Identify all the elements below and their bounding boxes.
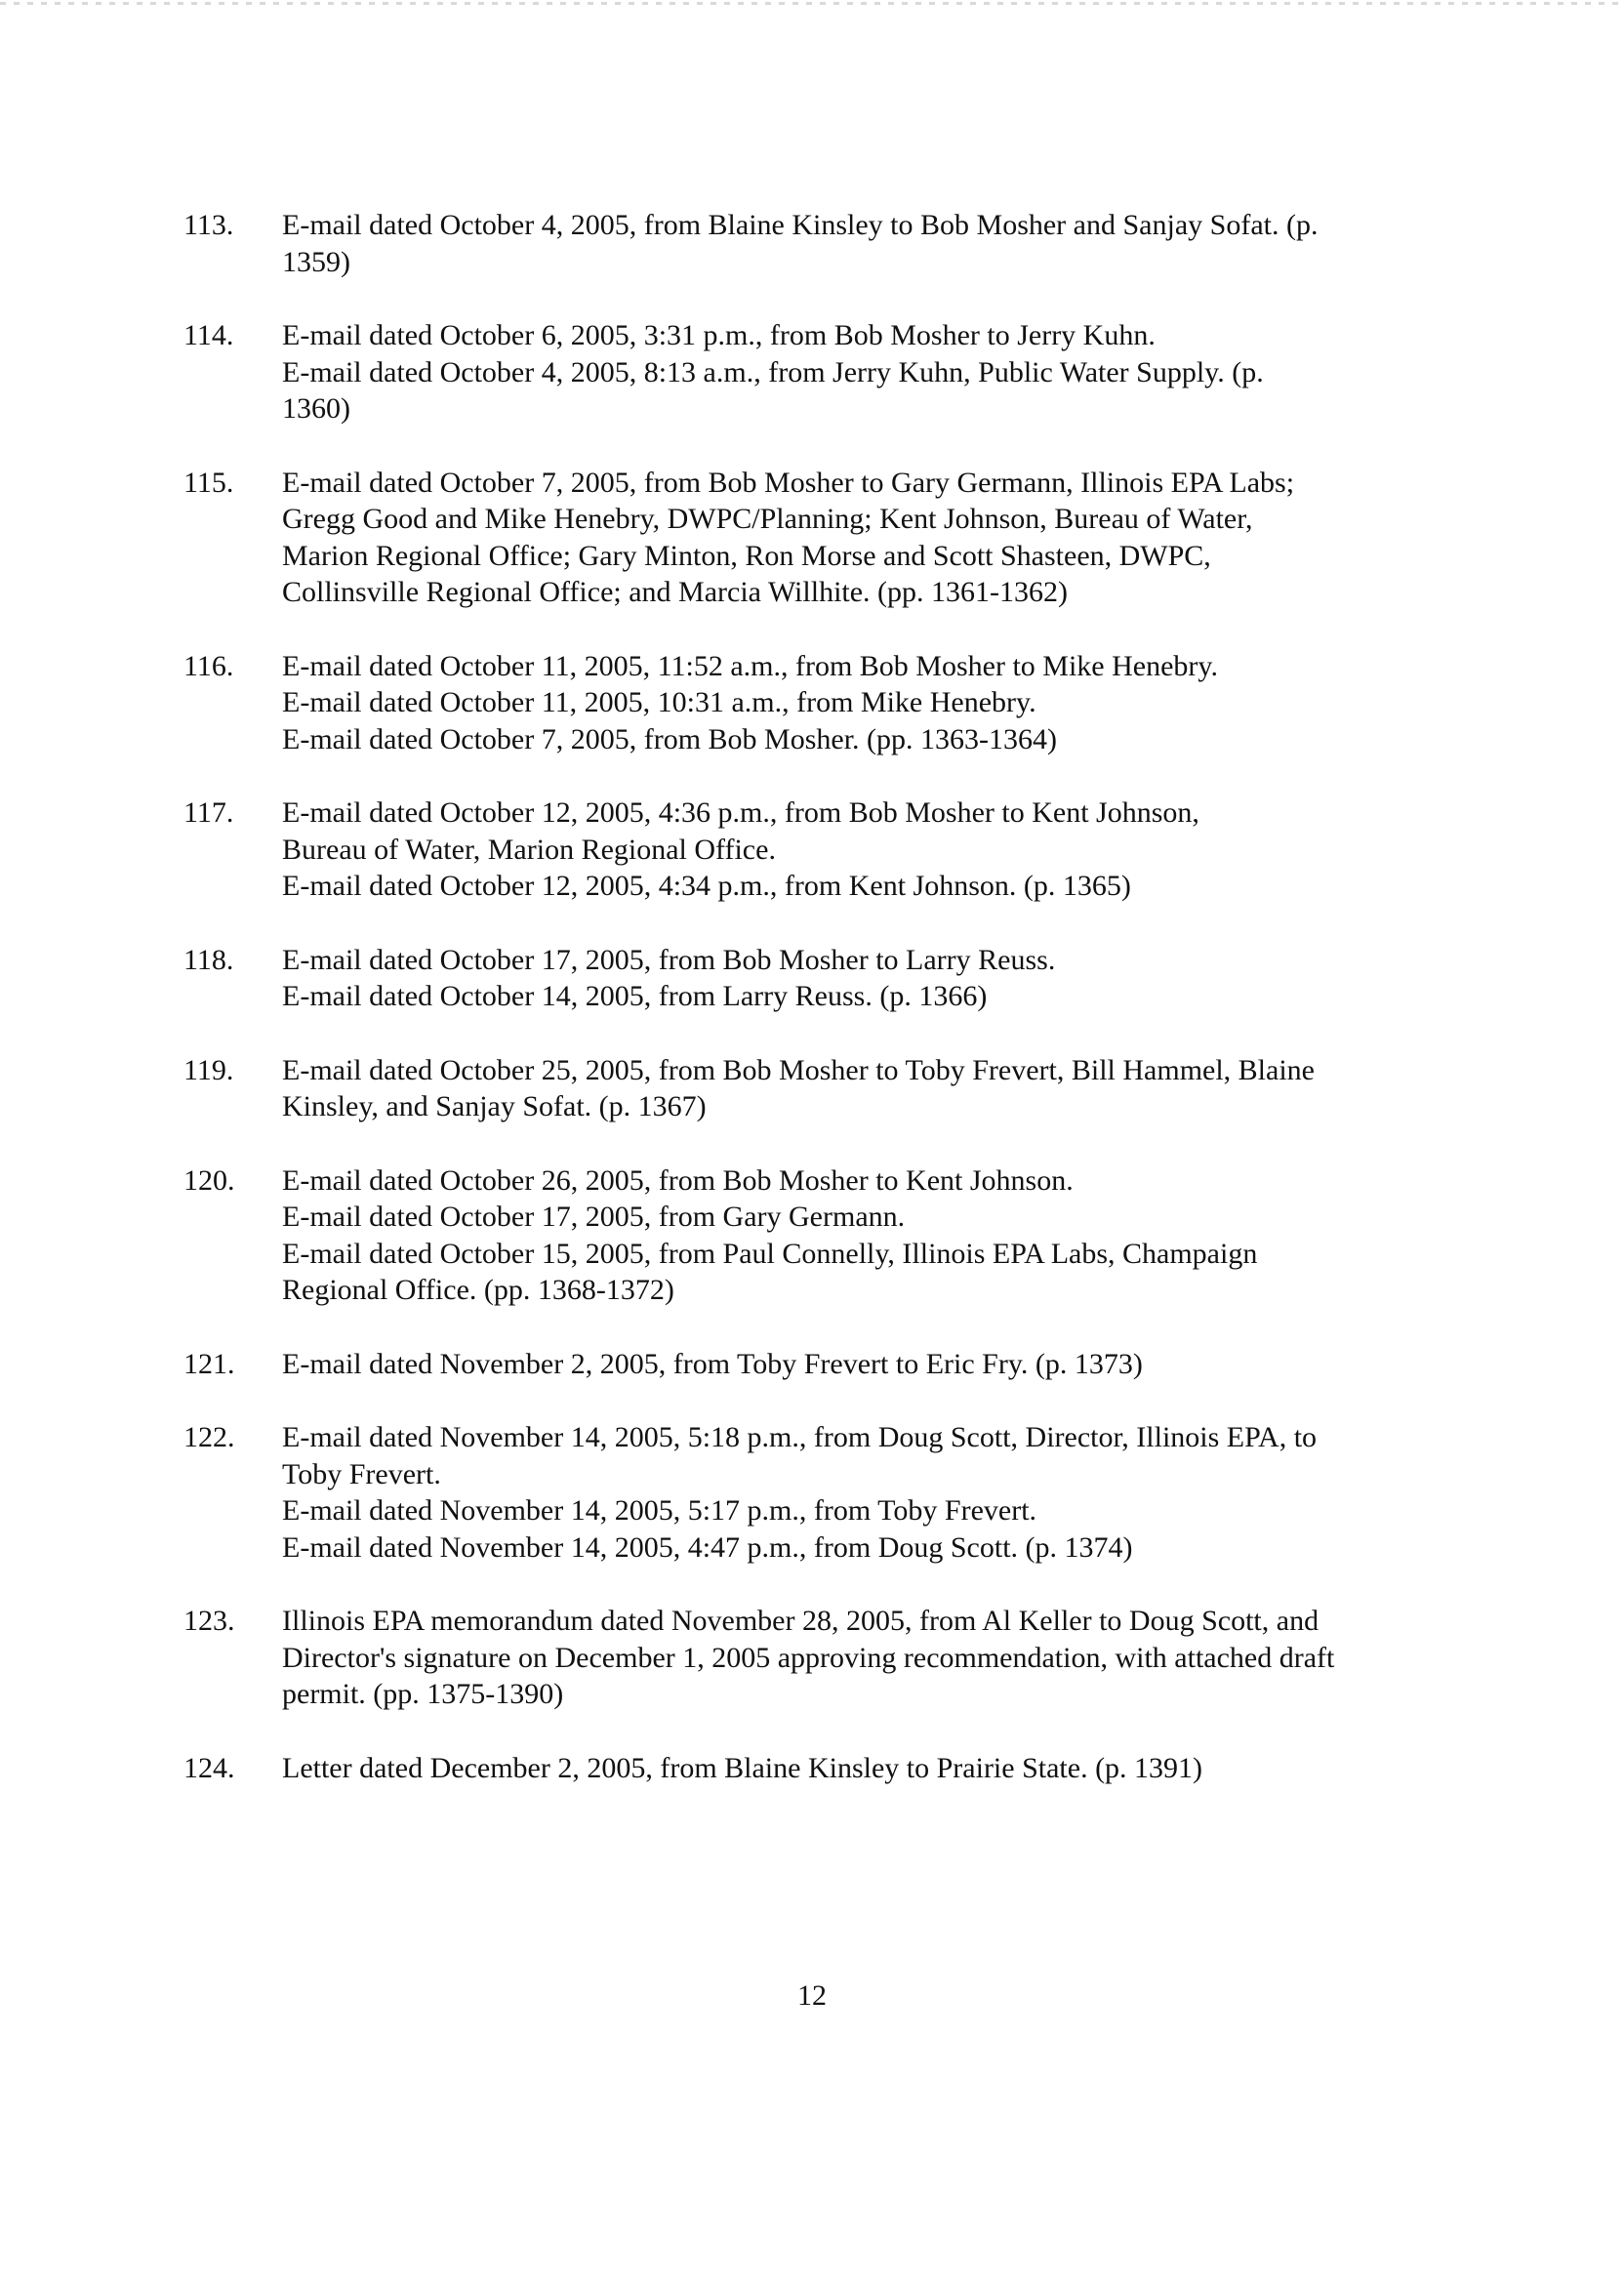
list-item [183, 1750, 1482, 1787]
item-line: Marion Regional Office; Gary Minton, Ron Morse and Scott Shasteen, DWPC, [282, 539, 1211, 572]
item-line: E-mail dated October 4, 2005, 8:13 a.m., from Jerry Kuhn, Public Water Supply. (p. [282, 355, 1264, 388]
item-text [282, 1750, 1482, 1787]
item-text [282, 1419, 1482, 1566]
item-line: E-mail dated October 12, 2005, 4:36 p.m., from Bob Mosher to Kent Johnson, [282, 796, 1199, 829]
item-line: Bureau of Water, Marion Regional Office. [282, 833, 776, 866]
item-line: 1359) [282, 245, 350, 278]
item-line: Illinois EPA memorandum dated November 28, 2005, from Al Keller to Doug Scott, and [282, 1605, 1320, 1637]
item-line: E-mail dated November 14, 2005, 5:17 p.m., from Toby Frevert. [282, 1494, 1037, 1527]
item-line: Gregg Good and Mike Henebry, DWPC/Planning; Kent Johnson, Bureau of Water, [282, 503, 1253, 535]
item-line: Regional Office. (pp. 1368-1372) [282, 1274, 674, 1306]
item-line: E-mail dated October 12, 2005, 4:34 p.m., from Kent Johnson. (p. 1365) [282, 870, 1131, 902]
list-item [183, 1052, 1482, 1125]
list-item [183, 465, 1482, 611]
item-line: Toby Frevert. [282, 1457, 441, 1490]
item-line: E-mail dated October 6, 2005, 3:31 p.m., from Bob Mosher to Jerry Kuhn. [282, 319, 1156, 351]
item-number: 123. [183, 1605, 235, 1637]
item-number: 116. [183, 649, 234, 682]
item-line: permit. (pp. 1375-1390) [282, 1678, 564, 1710]
item-text [282, 317, 1482, 428]
list-item [183, 1603, 1482, 1713]
item-line: E-mail dated October 4, 2005, from Blaine Kinsley to Bob Mosher and Sanjay Sofat. (p. [282, 209, 1319, 241]
list-item [183, 648, 1482, 758]
item-line: Director's signature on December 1, 2005 approving recommendation, with attached draft [282, 1641, 1335, 1674]
item-number: 122. [183, 1421, 235, 1453]
item-line: E-mail dated October 15, 2005, from Paul Connelly, Illinois EPA Labs, Champaign [282, 1237, 1258, 1270]
item-number: 121. [183, 1347, 235, 1380]
item-number: 119. [183, 1053, 234, 1086]
item-text [282, 1603, 1482, 1713]
item-line: E-mail dated November 14, 2005, 5:18 p.m., from Doug Scott, Director, Illinois EPA, to [282, 1421, 1318, 1453]
item-line: E-mail dated November 14, 2005, 4:47 p.m., from Doug Scott. (p. 1374) [282, 1530, 1133, 1564]
page-number: 12 [797, 1979, 827, 2012]
item-line: E-mail dated October 26, 2005, from Bob Mosher to Kent Johnson. [282, 1163, 1074, 1197]
item-text [282, 1052, 1482, 1125]
item-number: 114. [183, 319, 234, 351]
scan-artifact-top-edge [0, 2, 1624, 5]
item-line: E-mail dated October 14, 2005, from Larry Reuss. (p. 1366) [282, 980, 988, 1012]
item-line: 1360) [282, 392, 350, 425]
exhibit-list [183, 207, 1482, 1786]
item-number: 113. [183, 209, 234, 241]
item-line: E-mail dated October 11, 2005, 10:31 a.m., from Mike Henebry. [282, 686, 1036, 718]
item-text [282, 942, 1482, 1015]
item-text [282, 207, 1482, 280]
item-line: E-mail dated October 7, 2005, from Bob Mosher. (pp. 1363-1364) [282, 722, 1058, 755]
list-item [183, 1162, 1482, 1309]
item-line: E-mail dated October 7, 2005, from Bob Mosher to Gary Germann, Illinois EPA Labs; [282, 466, 1295, 499]
list-item [183, 1419, 1482, 1566]
item-number: 120. [183, 1163, 235, 1197]
list-item [183, 942, 1482, 1015]
item-line: E-mail dated October 11, 2005, 11:52 a.m., from Bob Mosher to Mike Henebry. [282, 649, 1218, 682]
item-number: 124. [183, 1751, 235, 1784]
list-item [183, 317, 1482, 428]
item-text [282, 795, 1482, 905]
item-text [282, 648, 1482, 758]
item-text [282, 465, 1482, 611]
list-item [183, 1346, 1482, 1383]
list-item [183, 795, 1482, 905]
item-line: Collinsville Regional Office; and Marcia Willhite. (pp. 1361-1362) [282, 576, 1069, 608]
item-number: 115. [183, 466, 234, 499]
item-line: E-mail dated October 25, 2005, from Bob Mosher to Toby Frevert, Bill Hammel, Blaine [282, 1053, 1315, 1086]
item-line: Kinsley, and Sanjay Sofat. (p. 1367) [282, 1090, 707, 1122]
list-item [183, 207, 1482, 280]
item-line: E-mail dated October 17, 2005, from Bob Mosher to Larry Reuss. [282, 943, 1056, 976]
item-line: E-mail dated November 2, 2005, from Toby Frevert to Eric Fry. (p. 1373) [282, 1347, 1143, 1380]
item-text [282, 1346, 1482, 1383]
item-text [282, 1162, 1482, 1309]
item-number: 118. [183, 943, 234, 976]
item-number: 117. [183, 796, 234, 829]
item-line: Letter dated December 2, 2005, from Blaine Kinsley to Prairie State. (p. 1391) [282, 1751, 1203, 1784]
item-line: E-mail dated October 17, 2005, from Gary Germann. [282, 1201, 906, 1233]
